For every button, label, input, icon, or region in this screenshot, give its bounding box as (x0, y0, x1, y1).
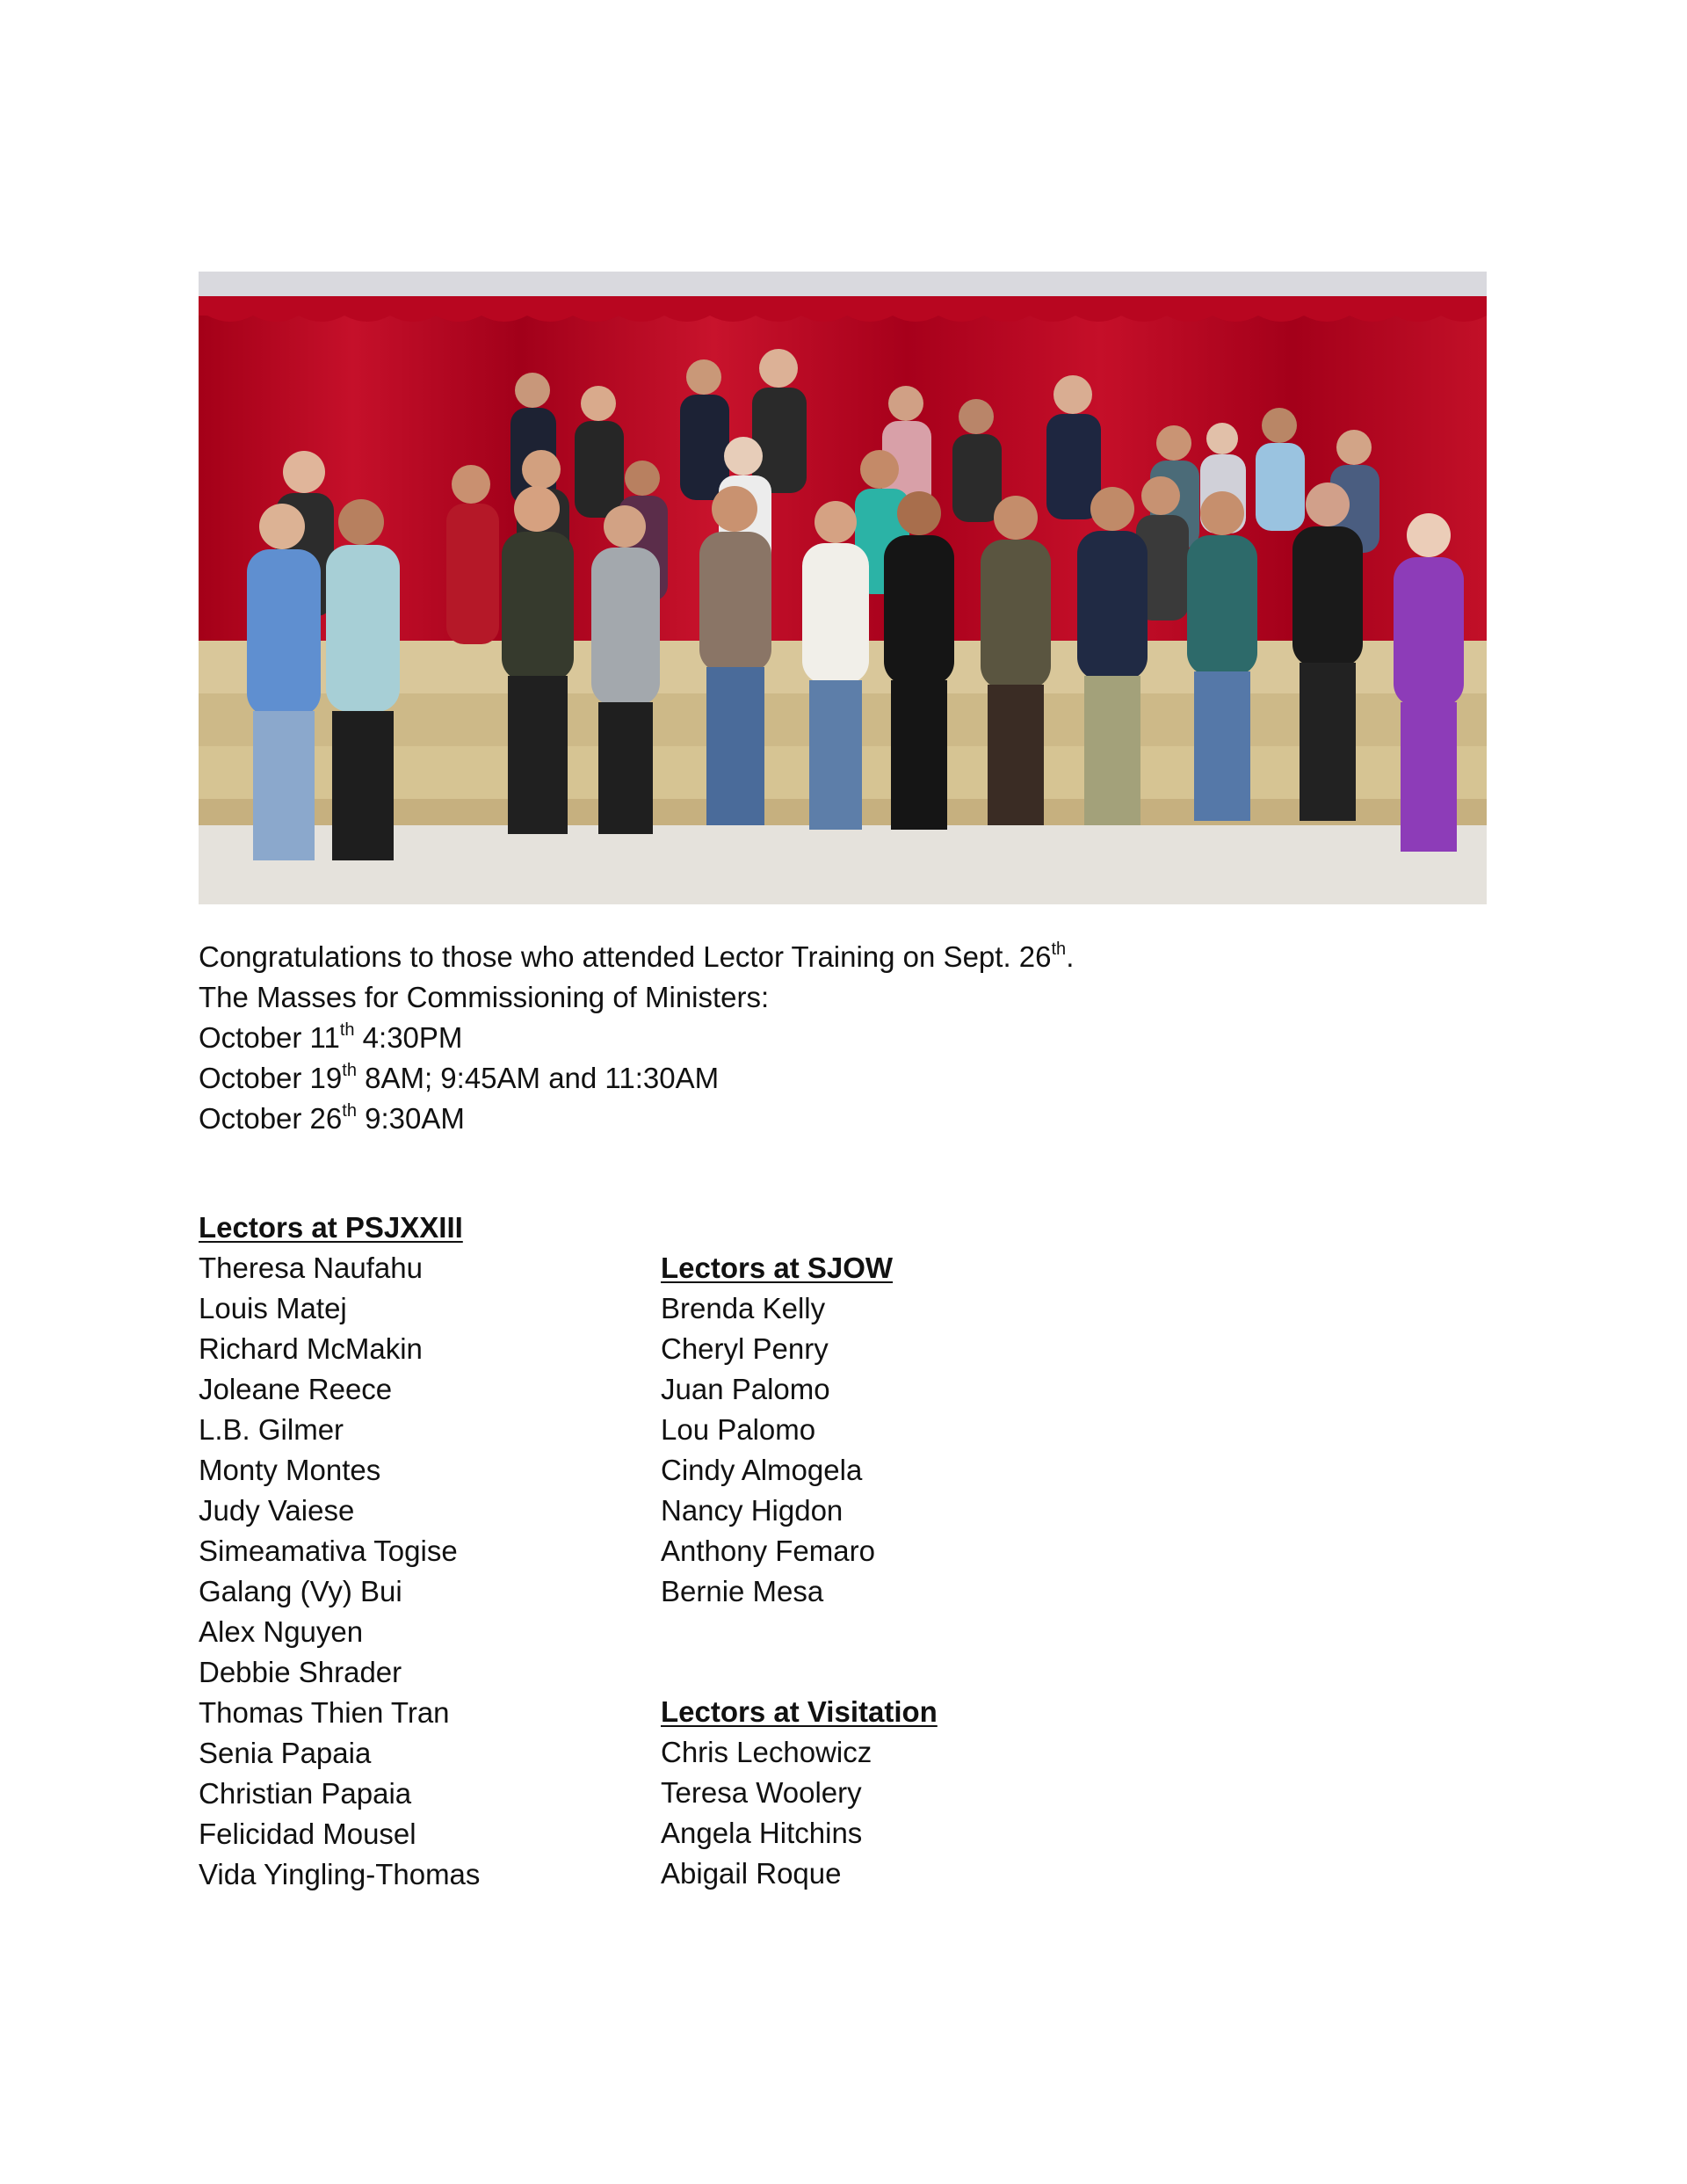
lectors-psjxxiii-list (199, 1208, 480, 1895)
names-list (661, 1732, 938, 1894)
lector-name: Cheryl Penry (661, 1332, 829, 1365)
intro-line-oct19: October 19th 8AM; 9:45AM and 11:30AM (199, 1061, 720, 1094)
lector-name: Teresa Woolery (661, 1776, 862, 1809)
lector-name: Angela Hitchins (661, 1817, 863, 1849)
lector-name: Debbie Shrader (199, 1656, 402, 1688)
names-list (661, 1288, 893, 1612)
lector-name: Nancy Higdon (661, 1494, 844, 1527)
intro-line-congratulations: Congratulations to those who attended Lector Training on Sept. 26th. (199, 940, 1075, 973)
lector-name: Christian Papaia (199, 1777, 412, 1810)
intro-block (199, 937, 1074, 1139)
intro-line-masses: The Masses for Commissioning of Ministers: (199, 981, 770, 1013)
lector-name: Abigail Roque (661, 1857, 842, 1890)
lector-name: Vida Yingling-Thomas (199, 1858, 481, 1890)
names-list (199, 1248, 480, 1895)
intro-line-oct26: October 26th 9:30AM (199, 1101, 465, 1135)
lector-name: Theresa Naufahu (199, 1252, 423, 1284)
lectors-sjow-list (661, 1248, 893, 1612)
lectors-visitation-list (661, 1692, 938, 1894)
lector-name: Felicidad Mousel (199, 1818, 416, 1850)
list-heading: Lectors at Visitation (661, 1695, 938, 1728)
list-heading: Lectors at SJOW (661, 1252, 894, 1284)
lector-name: Lou Palomo (661, 1413, 816, 1446)
lector-name: Richard McMakin (199, 1332, 423, 1365)
lector-name: Juan Palomo (661, 1373, 830, 1405)
lector-name: Chris Lechowicz (661, 1736, 872, 1768)
lector-name: Judy Vaiese (199, 1494, 355, 1527)
lector-name: Senia Papaia (199, 1737, 372, 1769)
lector-name: Louis Matej (199, 1292, 347, 1324)
lector-name: Joleane Reece (199, 1373, 393, 1405)
lector-name: Cindy Almogela (661, 1454, 863, 1486)
lector-name: Anthony Femaro (661, 1535, 875, 1567)
lector-name: Bernie Mesa (661, 1575, 824, 1607)
lector-name: Simeamativa Togise (199, 1535, 458, 1567)
intro-line-oct11: October 11th 4:30PM (199, 1020, 463, 1054)
group-photo-icon (199, 272, 1487, 904)
lector-name: Brenda Kelly (661, 1292, 826, 1324)
lector-name: Monty Montes (199, 1454, 381, 1486)
lector-name: Thomas Thien Tran (199, 1696, 450, 1729)
lector-name: L.B. Gilmer (199, 1413, 344, 1446)
list-heading: Lectors at PSJXXIII (199, 1211, 463, 1244)
group-photo (199, 272, 1487, 904)
lector-name: Galang (Vy) Bui (199, 1575, 402, 1607)
lector-name: Alex Nguyen (199, 1615, 364, 1648)
